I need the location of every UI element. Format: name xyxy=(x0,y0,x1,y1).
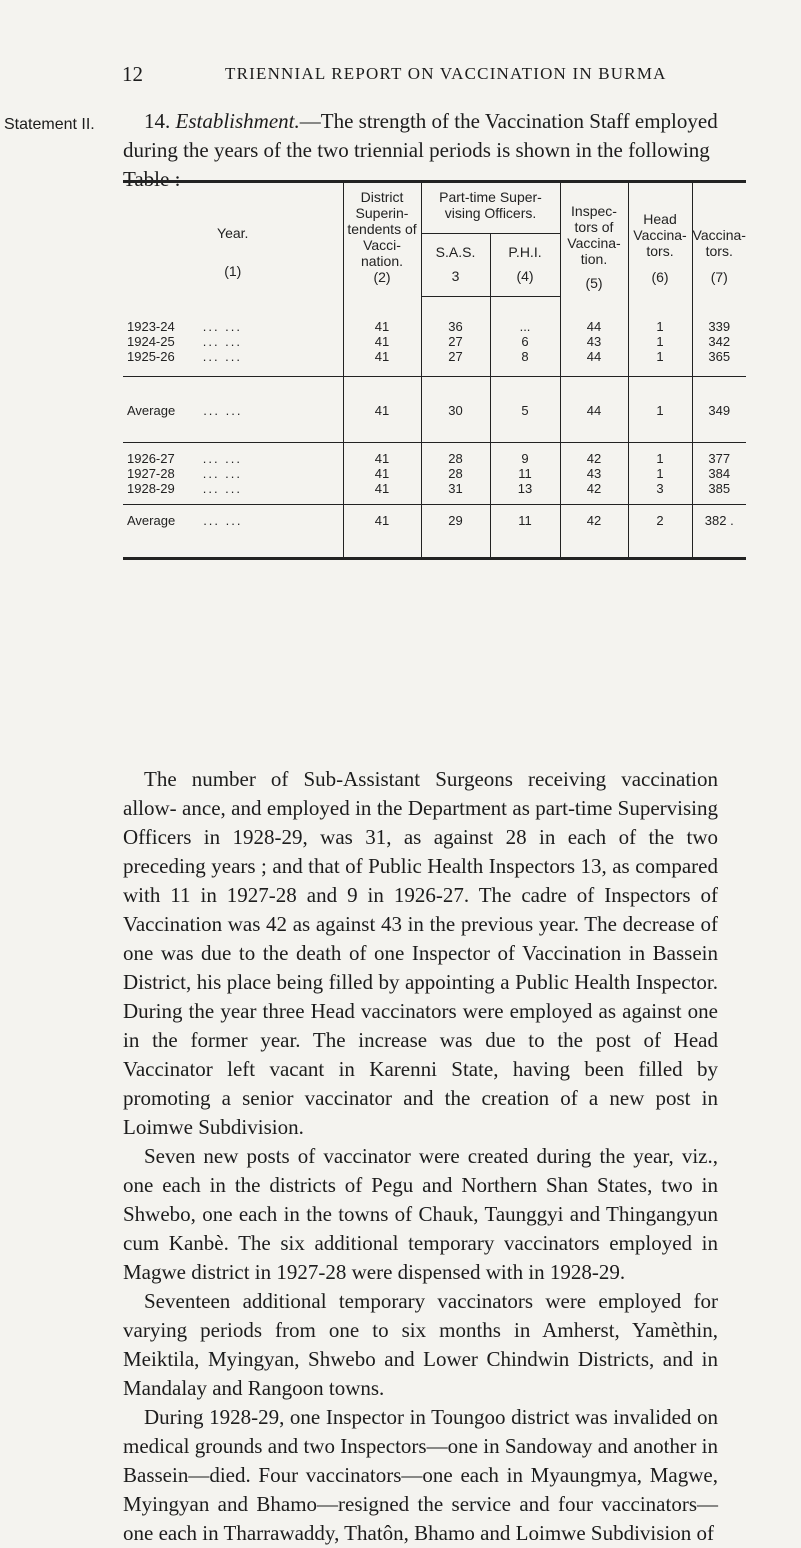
paragraph: During 1928-29, one Inspector in Toungoo district was invalided on medical grounds and two Inspectors—one in Sandoway and another in Bassein—died. Four vaccinators—one each in Myaungmya, Magwe, Myingyan and Bhamo—resigned the service and four vaccinators—one each in Tharrawaddy, Thatôn, Bhamo and Loimwe Subdivision of xyxy=(123,1405,718,1545)
district-header: District Superin- tendents of Vacci- nation. (2) xyxy=(343,182,421,297)
vaccinators-header: Vaccina- tors. (7) xyxy=(692,182,746,297)
intro-text: —The strength of the Vaccination Staff employed during the years of the two triennial periods is shown in the following Table :— xyxy=(123,109,718,191)
staff-table xyxy=(123,180,746,560)
inspectors-header: Inspec- tors of Vaccina- tion. (5) xyxy=(560,182,628,297)
table-row: 1927-28 ... ... 41 28 11 43 1 384 xyxy=(123,466,746,481)
paragraph: Seventeen additional temporary vaccinators were employed for varying periods from one to six months in Amherst, Yamèthin, Meiktila, Myingyan, Shwebo and Lower Chindwin Districts, and in Mandalay and Rangoon towns. xyxy=(123,1289,718,1400)
average-row: Average ... ... 41 30 5 44 1 349 xyxy=(123,377,746,443)
phi-header: P.H.I. (4) xyxy=(490,234,560,297)
year-header: Year. (1) xyxy=(123,182,343,297)
section-heading: Establishment. xyxy=(175,109,300,133)
average-row: Average ... ... 41 29 11 42 2 382 . xyxy=(123,505,746,559)
table-row: 1924-25 ... ... 41 27 6 43 1 342 xyxy=(123,334,746,349)
running-title: TRIENNIAL REPORT ON VACCINATION IN BURMA xyxy=(225,64,667,83)
body-text xyxy=(123,765,718,1548)
paragraph: Seven new posts of vaccinator were created during the year, viz., one each in the districts of Pegu and Northern Shan States, two in Shwebo, one each in the towns of Chauk, Taunggyi and Thingangyun cum Kanbè. The six additional temporary vaccinators employed in Magwe district in 1927-28 were dispensed with in 1928-29. xyxy=(123,1144,718,1284)
table-row: 1928-29 ... ... 41 31 13 42 3 385 xyxy=(123,481,746,505)
margin-note: Statement II. xyxy=(4,116,95,133)
page-number: 12 xyxy=(122,62,143,86)
paragraph: The number of Sub-Assistant Surgeons receiving vaccination allow- ance, and employed in the Department as part-time Supervising Officers in 1928-29, was 31, as against 28 in each of the two preceding years ; and that of Public Health Inspectors 13, as compared with 11 in 1927-28 and 9 in 1926-27. The cadre of Inspectors of Vaccination was 42 as against 43 in the previous year. The decrease of one was due to the death of one Inspector of Vaccination in Bassein District, his place being filled by appointing a Public Health Inspector. During the year three Head vaccinators were employed as against one in the former year. The increase was due to the post of Head Vaccinator left vacant in Karenni State, having been filled by promoting a senior vaccinator and the creation of a new post in Loimwe Subdivision. xyxy=(123,767,718,1139)
table-row: 1926-27 ... ... 41 28 9 42 1 377 xyxy=(123,443,746,467)
page-header xyxy=(0,62,801,86)
head-vaccinators-header: Head Vaccina- tors. (6) xyxy=(628,182,692,297)
section-number: 14. xyxy=(144,109,171,133)
table-row: 1925-26 ... ... 41 27 8 44 1 365 xyxy=(123,349,746,377)
table-row: 1923-24 ... ... 41 36 ... 44 1 339 xyxy=(123,297,746,335)
table-header-row xyxy=(123,182,746,234)
parttime-header: Part-time Super- vising Officers. xyxy=(421,182,560,234)
sas-header: S.A.S. 3 xyxy=(421,234,490,297)
